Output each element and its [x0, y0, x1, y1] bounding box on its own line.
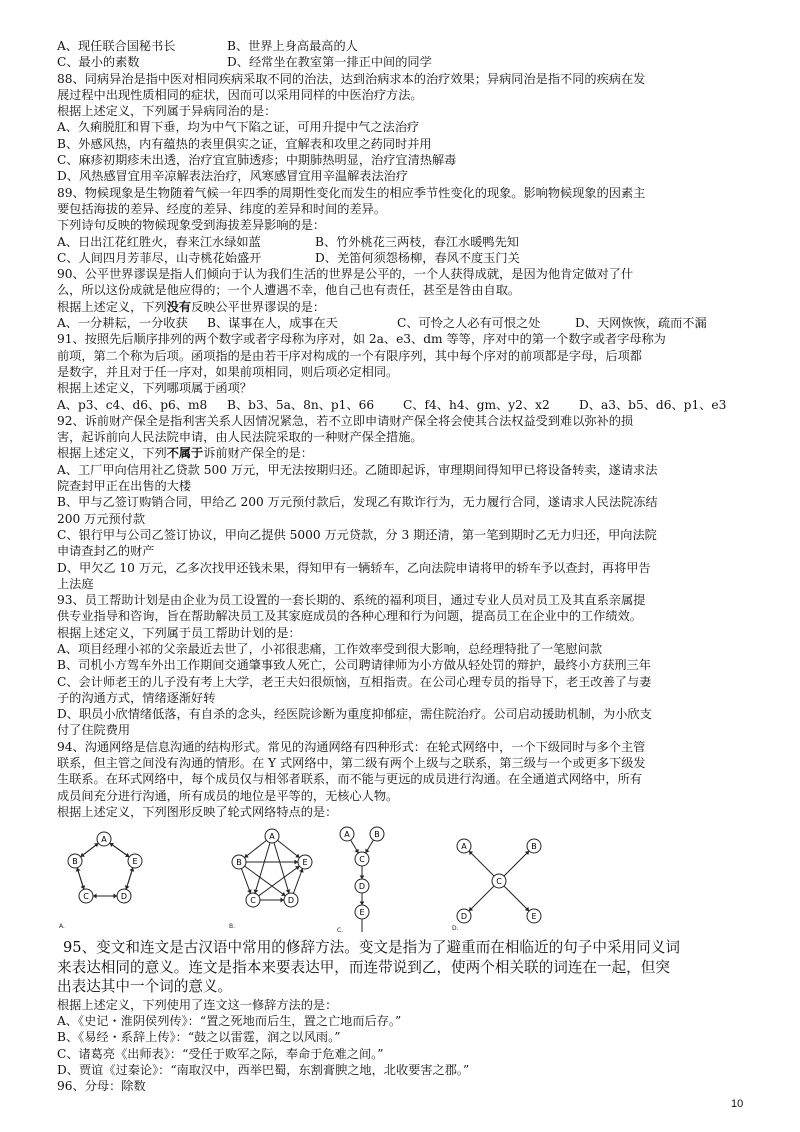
- q90-stem-line-2: 么，所以这份成就是他应得的；一个人遭遇不幸，他自己也有责任，甚至是咎由自取。: [57, 283, 521, 298]
- network-node: [79, 889, 93, 903]
- q95-stem-line-1: 95、变文和连文是古汉语中常用的修辞方法。变文是指为了避重而在相临近的句子中采用同义词: [63, 939, 680, 957]
- option-b: B、世界上身高最高的人: [227, 39, 358, 53]
- q88-option-c: C、麻疹初期疹未出透，治疗宜宣肺透疹；中期肺热明显，治疗宜清热解毒: [57, 153, 457, 168]
- node-label: B: [236, 858, 242, 868]
- q89-prompt: 下列诗句反映的物候现象受到海拔差异影响的是：: [57, 218, 326, 233]
- q92-option-b-line-2: 200 万元预付款: [57, 511, 146, 526]
- network-node: [355, 905, 369, 919]
- q90-option-a: A、一分耕耘，一分收获: [57, 316, 188, 331]
- node-label: C: [496, 877, 502, 887]
- arrow-head: [94, 843, 98, 847]
- option-c: C、最小的素数: [57, 55, 140, 70]
- q88-option-a: A、久痢脱肛和胃下垂，均为中气下陷之证，可用升提中气之法治疗: [57, 120, 420, 135]
- q91-options: [57, 397, 747, 413]
- node-label: C: [83, 892, 89, 902]
- network-node: [457, 839, 471, 853]
- q92-option-d-line-1: D、甲欠乙 10 万元，乙多次找甲还钱未果，得知甲有一辆轿车，乙向法院申请将甲的轿车予以查封，再将甲告: [57, 560, 651, 575]
- q90-option-b: B、谋事在人，成事在天: [207, 316, 338, 331]
- q93-option-c-line-1: C、会计师老王的儿子没有考上大学，老王夫妇很烦恼，互相指责。在公司心理专员的指导下，老王改善了与妻: [57, 674, 652, 689]
- page-number: 10: [731, 1098, 744, 1110]
- node-label: E: [531, 912, 537, 922]
- node-label: A: [101, 835, 107, 845]
- q94-prompt: 根据上述定义，下列图形反映了轮式网络特点的是：: [57, 804, 338, 819]
- q90-stem-line-1: 90、公平世界谬误是指人们倾向于认为我们生活的世界是公平的，一个人获得成就，是因为他肯定做对了什: [57, 267, 634, 282]
- q93-option-c-line-2: 子的沟通方式，情绪逐渐好转: [57, 690, 216, 705]
- exam-page: [57, 38, 747, 1095]
- q91-prompt: 根据上述定义，下列哪项属于函项？: [57, 381, 252, 396]
- q92-prompt-bold: 不属于: [166, 446, 204, 461]
- q88-stem-line-2: 展过程中出现性质相同的症状，因而可以采用同样的中医治疗方法。: [57, 87, 423, 102]
- q95-option-b: B、《易经・系辞上传》：“鼓之以雷霆，润之以风雨。”: [57, 1030, 341, 1045]
- q90-prompt-post: 反映公平世界谬误的是：: [191, 299, 326, 314]
- q87-options-ab: [57, 38, 747, 54]
- node-label: A: [461, 842, 467, 852]
- q95-option-a: A、《史记・淮阴侯列传》：“置之死地而后生，置之亡地而后存。”: [57, 1014, 402, 1029]
- q92-option-c-line-2: 申请查封乙的财产: [57, 544, 155, 559]
- q95-stem-line-3: 出表达其中一个词的意义。: [57, 978, 233, 996]
- q92-option-d-line-2: 上法庭: [57, 576, 94, 591]
- q95-option-d: D、贾谊《过秦论》：“南取汉中，西举巴蜀，东割膏腴之地，北收要害之郡。”: [57, 1062, 470, 1077]
- q92-prompt-pre: 根据上述定义，下列: [57, 446, 167, 461]
- node-label: A: [269, 832, 275, 842]
- q92-option-a-line-1: A、工厂甲向信用社乙贷款 500 万元，甲无法按期归还。乙随即起诉，审理期间得知甲已将设备转卖，遂请求法: [57, 462, 658, 477]
- figure-a-ring-network: [57, 824, 167, 936]
- node-label: E: [132, 857, 138, 867]
- arrow-head: [360, 876, 365, 880]
- q91-stem-line-1: 91、按照先后顺序排列的两个数字或者字母称为序对，如 2a、e3、dm 等等，序对中的第一个数字或者字母称为: [57, 332, 666, 347]
- node-label: B: [72, 857, 78, 867]
- arrow-head: [360, 902, 365, 906]
- q88-option-d: D、风热感冒宜用辛凉解表法治疗，风寒感冒宜用辛温解表法治疗: [57, 169, 409, 184]
- network-node: [265, 829, 279, 843]
- network-node: [370, 827, 384, 841]
- figure-label: A.: [59, 923, 65, 931]
- network-node: [284, 893, 298, 907]
- q87-options-cd: [57, 54, 747, 70]
- arrow-head: [93, 894, 97, 899]
- network-node: [492, 874, 506, 888]
- network-node: [527, 839, 541, 853]
- q89-options-cd: [57, 250, 747, 266]
- q93-prompt: 根据上述定义，下列属于员工帮助计划的是：: [57, 625, 301, 640]
- option-a: A、现任联合国秘书长: [57, 39, 176, 53]
- q90-prompt: [57, 299, 747, 315]
- q89-stem-line-1: 89、物候现象是生物随着气候一年四季的周期性变化而发生的相应季节性变化的现象。影响物候现象的因素主: [57, 185, 646, 200]
- node-label: D: [460, 912, 468, 922]
- arrow-head: [281, 898, 285, 903]
- q89-option-a: A、日出江花红胜火，春来江水绿如蓝: [57, 234, 261, 249]
- q92-option-c-line-1: C、银行甲与公司乙签订协议，甲向乙提供 5000 万元贷款，分 3 期还清，第一笔到期时乙无力归还，甲向法院: [57, 527, 657, 542]
- arrow-head: [295, 860, 299, 865]
- q92-option-b-line-1: B、甲与乙签订购销合同，甲给乙 200 万元预付款后，发现乙有欺诈行为，无力履行合同，遂请求人民法院冻结: [57, 495, 658, 510]
- network-node: [527, 909, 541, 923]
- network-node: [97, 832, 111, 846]
- node-label: A: [344, 830, 350, 840]
- q91-option-c: C、f4、h4、gm、y2、x2: [403, 397, 550, 412]
- network-node: [68, 854, 82, 868]
- q93-option-a: A、项目经理小祁的父亲最近去世了，小祁很悲痛，工作效率受到很大影响，总经理特批了一笔慰问款: [57, 641, 603, 656]
- figure-label: D.: [452, 925, 459, 933]
- figure-d-wheel-network: [452, 824, 562, 936]
- q95-prompt: 根据上述定义，下列使用了连文这一修辞方法的是：: [57, 997, 338, 1012]
- q92-prompt: [57, 445, 747, 461]
- node-label: D: [287, 896, 295, 906]
- node-label: C: [250, 896, 256, 906]
- q90-options: [57, 315, 747, 331]
- figure-c-y-network: [337, 824, 417, 936]
- q89-option-b: B、竹外桃花三两枝，春江水暖鸭先知: [315, 234, 519, 249]
- q90-prompt-bold: 没有: [166, 299, 192, 314]
- q90-prompt-pre: 根据上述定义，下列: [57, 299, 167, 314]
- node-label: D: [358, 882, 366, 892]
- figure-b-all-channel-network: [227, 824, 347, 936]
- q90-option-c: C、可怜之人必有可恨之处: [397, 316, 541, 331]
- q94-stem-line-4: 成员间充分进行沟通，所有成员的地位是平等的，无核心人物。: [57, 788, 399, 803]
- q95-stem-line-2: 来表达相同的意义。连文是指本来要表达甲，而连带说到乙，使两个相关联的词连在一起，但突: [57, 958, 670, 976]
- network-node: [117, 889, 131, 903]
- node-label: E: [359, 908, 365, 918]
- q93-option-d-line-1: D、职员小欣情绪低落，有自杀的念头，经医院诊断为重度抑郁症，需住院治疗。公司启动援助机制，为小欣支: [57, 707, 652, 722]
- q93-option-b: B、司机小方驾车外出工作期间交通肇事致人死亡，公司聘请律师为小方做从轻处罚的辩护，最终小方获刑三年: [57, 658, 651, 673]
- network-node: [298, 855, 312, 869]
- q94-stem-line-2: 联系，但主管之间没有沟通的情形。在 Y 式网络中，第二级有两个上级与之联系，第三级与一个或更多下级发: [57, 756, 646, 771]
- q92-stem-line-2: 害，起诉前向人民法院申请，由人民法院采取的一种财产保全措施。: [57, 430, 423, 445]
- node-label: D: [120, 892, 128, 902]
- q95-option-c: C、诸葛亮《出师表》：“受任于败军之际，奉命于危难之间。”: [57, 1046, 384, 1061]
- q89-option-c: C、人间四月芳菲尽，山寺桃花始盛开: [57, 250, 262, 265]
- q93-stem-line-1: 93、员工帮助计划是由企业为员工设置的一套长期的、系统的福利项目，通过专业人员对员工及其直系亲属提: [57, 593, 646, 608]
- node-label: C: [359, 855, 365, 865]
- network-node: [246, 893, 260, 907]
- q94-figures: [57, 824, 747, 936]
- q89-options-ab: [57, 234, 747, 250]
- node-label: B: [531, 842, 537, 852]
- arrow-head: [295, 866, 299, 870]
- q92-stem-line-1: 92、诉前财产保全是指利害关系人因情况紧急，若不立即申请财产保全将会使其合法权益受到难以弥补的损: [57, 413, 634, 428]
- q91-option-a: A、p3、c4、d6、p6、m8: [57, 397, 208, 412]
- q89-stem-line-2: 要包括海拔的差异、经度的差异、纬度的差异和时间的差异。: [57, 201, 387, 216]
- q91-stem-line-3: 是数字，并且对于任一序对，如果前项相同，则后项必定相同。: [57, 364, 399, 379]
- network-node: [457, 909, 471, 923]
- q93-stem-line-2: 供专业指导和咨询，旨在帮助解决员工及其家庭成员的各种心理和行为问题，提高员工在企业中的工作绩效。: [57, 609, 642, 624]
- q89-option-d: D、羌笛何须怨杨柳，春风不度玉门关: [315, 250, 520, 265]
- arrow-head: [281, 892, 285, 896]
- q92-option-a-line-2: 院查封甲正在出售的大楼: [57, 479, 192, 494]
- network-node: [355, 852, 369, 866]
- q96-stem: 96、分母：除数: [57, 1079, 146, 1094]
- node-label: B: [374, 830, 380, 840]
- q94-stem-line-1: 94、沟通网络是信息沟通的结构形式。常见的沟通网络有四种形式：在轮式网络中，一个下级同时与多个主管: [57, 739, 646, 754]
- network-node: [232, 855, 246, 869]
- network-node: [128, 854, 142, 868]
- q91-option-b: B、b3、5a、8n、p1、66: [227, 397, 375, 412]
- q88-option-b: B、外感风热，内有蕴热的表里俱实之证，宜解表和攻里之药同时并用: [57, 136, 432, 151]
- node-label: E: [302, 858, 308, 868]
- q94-stem-line-3: 生联系。在环式网络中，每个成员仅与相邻者联系，而不能与更远的成员进行沟通。在全通道式网络中，所有: [57, 772, 642, 787]
- q91-option-d: D、a3、b5、d6、p1、e3: [579, 397, 727, 412]
- q93-option-d-line-2: 付了住院费用: [57, 723, 131, 738]
- network-node: [340, 827, 354, 841]
- q92-prompt-post: 诉前财产保全的是：: [203, 446, 313, 461]
- q91-stem-line-2: 前项，第二个称为后项。函项指的是由若干序对构成的一个有限序列，其中每个序对的前项都是字母，后项都: [57, 348, 642, 363]
- figure-label: C.: [337, 927, 344, 935]
- option-d: D、经常坐在教室第一排正中间的同学: [227, 55, 432, 70]
- network-node: [355, 879, 369, 893]
- q88-stem-line-1: 88、同病异治是指中医对相同疾病采取不同的治法，达到治病求本的治疗效果；异病同治是指不同的疾病在发: [57, 71, 646, 86]
- figure-label: B.: [229, 923, 236, 931]
- q90-option-d: D、天网恢恢，疏而不漏: [575, 316, 707, 331]
- q88-prompt: 根据上述定义，下列属于异病同治的是：: [57, 104, 277, 119]
